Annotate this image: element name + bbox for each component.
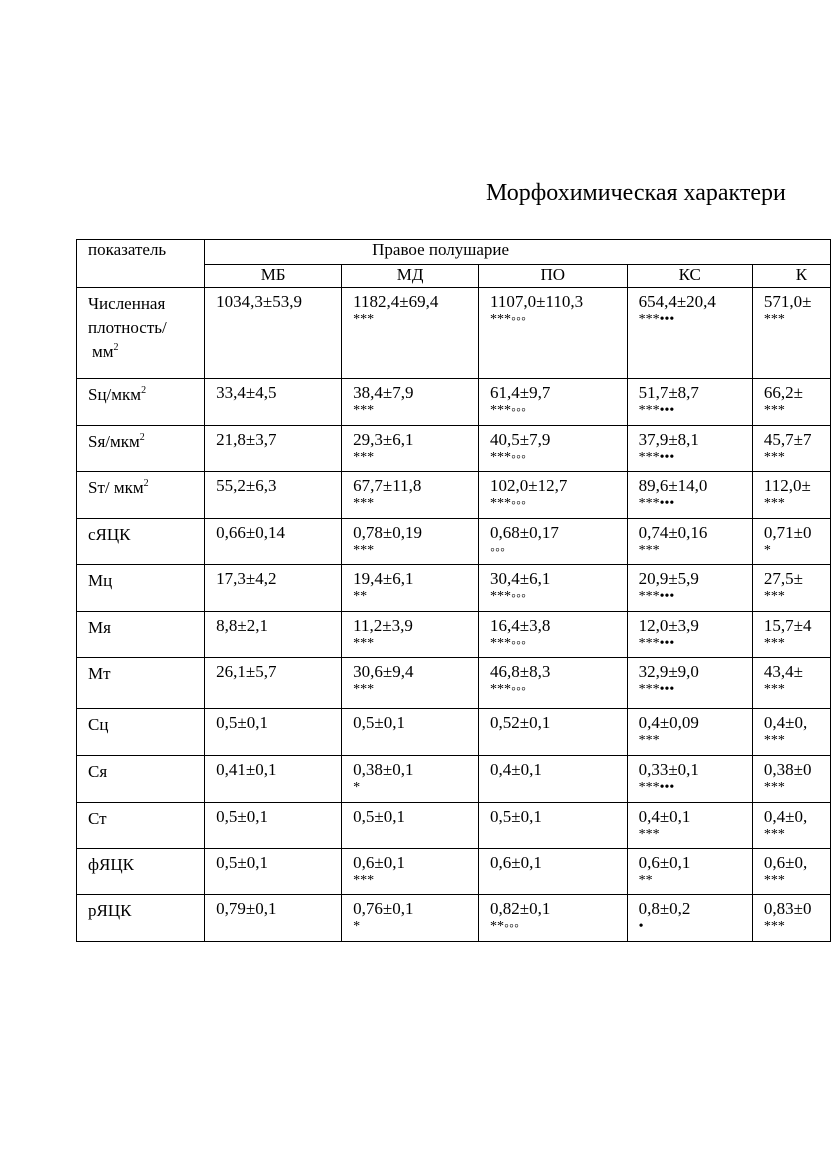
table-cell (752, 426, 830, 472)
table-row (77, 426, 831, 472)
table-cell (205, 756, 342, 803)
row-label-text (88, 472, 204, 500)
table-cell (752, 379, 830, 426)
cell-value: 12,0±3,9 (638, 616, 699, 635)
table-cell (205, 426, 342, 472)
row-label (77, 756, 205, 803)
cell-value: 15,7±4 (763, 616, 812, 635)
group-header (205, 240, 831, 265)
table-cell (479, 849, 628, 895)
row-label-main: Sя/мкм (88, 432, 140, 451)
table-row (77, 519, 831, 565)
cell-value: 38,4±7,9 (353, 383, 414, 402)
cell-value: 0,5±0,1 (216, 713, 268, 732)
cell-value: 0,4±0, (763, 807, 808, 826)
significance-mark: *** (353, 543, 375, 558)
significance-mark: ** (638, 873, 653, 888)
table-cell (479, 379, 628, 426)
cell-value: 30,6±9,4 (353, 662, 414, 681)
cell-value: 46,8±8,3 (490, 662, 551, 681)
significance-mark: ***••• (638, 682, 675, 697)
cell-value: 0,6±0,1 (353, 853, 405, 872)
significance-mark: *** (763, 682, 785, 697)
significance-mark: ***••• (638, 496, 675, 511)
column-header: КС (627, 265, 752, 288)
row-label-main: Мц (88, 571, 113, 590)
table-cell (479, 709, 628, 756)
table-cell (342, 658, 479, 709)
cell-value: 0,41±0,1 (216, 760, 277, 779)
cell-value: 0,4±0,1 (490, 760, 542, 779)
row-label (77, 895, 205, 942)
table-cell (752, 849, 830, 895)
table-row (77, 472, 831, 519)
column-header: МД (342, 265, 479, 288)
table-row (77, 565, 831, 612)
row-label-main: Мт (88, 664, 111, 683)
cell-value: 654,4±20,4 (638, 292, 716, 311)
significance-mark: *** (638, 733, 660, 748)
cell-value: 66,2± (763, 383, 803, 402)
table-cell (342, 288, 479, 379)
cell-value: 0,5±0,1 (216, 853, 268, 872)
table-cell (342, 756, 479, 803)
table-cell (479, 895, 628, 942)
row-label-main: Sц/мкм (88, 385, 142, 404)
table-cell (342, 426, 479, 472)
table-cell (752, 895, 830, 942)
cell-value: 0,6±0,1 (638, 853, 691, 872)
group-header-label: Правое полушарие (372, 240, 510, 259)
table-row (77, 803, 831, 849)
param-header-label: показатель (88, 240, 167, 259)
table-cell (752, 658, 830, 709)
significance-mark: ***◦◦◦ (490, 403, 526, 418)
row-label-text (88, 803, 204, 831)
cell-value: 20,9±5,9 (638, 569, 699, 588)
table-cell (205, 895, 342, 942)
cell-value: 0,71±0 (763, 523, 812, 542)
table-cell (627, 379, 752, 426)
cell-value: 1034,3±53,9 (216, 292, 302, 311)
significance-mark: *** (763, 780, 785, 795)
table-row (77, 709, 831, 756)
row-label-text (88, 379, 204, 407)
table-cell (752, 288, 830, 379)
row-label-main: Ся (88, 762, 108, 781)
significance-mark: *** (353, 403, 375, 418)
table-cell (627, 803, 752, 849)
table-cell (205, 849, 342, 895)
table-cell (627, 519, 752, 565)
row-label (77, 379, 205, 426)
cell-value: 61,4±9,7 (490, 383, 551, 402)
cell-value: 0,79±0,1 (216, 899, 277, 918)
significance-mark: • (638, 919, 644, 934)
significance-mark: *** (353, 682, 375, 697)
table-row (77, 288, 831, 379)
table-cell (752, 472, 830, 519)
table-cell (205, 519, 342, 565)
column-header: МБ (205, 265, 342, 288)
cell-value: 40,5±7,9 (490, 430, 551, 449)
cell-value: 27,5± (763, 569, 803, 588)
significance-mark: ***◦◦◦ (490, 682, 526, 697)
cell-value: 11,2±3,9 (353, 616, 413, 635)
table-cell (479, 426, 628, 472)
table-cell (627, 288, 752, 379)
row-label-sup: 2 (139, 432, 145, 443)
cell-value: 112,0± (763, 476, 811, 495)
cell-value: 0,74±0,16 (638, 523, 708, 542)
table-row (77, 612, 831, 658)
param-header (77, 240, 205, 288)
table-row (77, 849, 831, 895)
table-cell (752, 709, 830, 756)
cell-value: 0,4±0,1 (638, 807, 691, 826)
significance-mark: ** (353, 589, 368, 604)
cell-value: 0,52±0,1 (490, 713, 551, 732)
column-header: К (752, 265, 830, 288)
significance-mark: ***••• (638, 450, 675, 465)
table-cell (479, 472, 628, 519)
row-label-text (88, 849, 204, 877)
cell-value: 16,4±3,8 (490, 616, 551, 635)
table-cell (205, 565, 342, 612)
cell-value: 0,66±0,14 (216, 523, 285, 542)
row-label-text (88, 519, 204, 547)
row-label-text (88, 288, 204, 364)
significance-mark: ***••• (638, 312, 675, 327)
row-label (77, 288, 205, 379)
row-label-sup: 2 (143, 478, 149, 489)
row-label-main: Сц (88, 715, 109, 734)
significance-mark: *** (353, 312, 375, 327)
table-cell (205, 379, 342, 426)
cell-value: 0,68±0,17 (490, 523, 559, 542)
significance-mark: ***••• (638, 780, 675, 795)
significance-mark: ***◦◦◦ (490, 450, 526, 465)
row-label-text (88, 612, 204, 640)
table-cell (752, 519, 830, 565)
table-cell (205, 472, 342, 519)
table-cell (342, 803, 479, 849)
row-label-text (88, 658, 204, 686)
table-cell (342, 849, 479, 895)
significance-mark: *** (353, 873, 375, 888)
cell-value: 0,33±0,1 (638, 760, 699, 779)
table-cell (479, 803, 628, 849)
significance-mark: * (763, 543, 771, 558)
significance-mark: *** (638, 543, 660, 558)
significance-mark: *** (763, 312, 785, 327)
table-cell (627, 565, 752, 612)
table-cell (627, 472, 752, 519)
cell-value: 0,78±0,19 (353, 523, 422, 542)
cell-value: 1107,0±110,3 (490, 292, 584, 311)
cell-value: 30,4±6,1 (490, 569, 551, 588)
significance-mark: *** (763, 919, 785, 934)
significance-mark: *** (763, 873, 785, 888)
cell-value: 89,6±14,0 (638, 476, 708, 495)
cell-value: 29,3±6,1 (353, 430, 414, 449)
significance-mark: ***◦◦◦ (490, 636, 526, 651)
cell-value: 0,83±0 (763, 899, 812, 918)
row-label-main: Sт/ мкм (88, 478, 144, 497)
significance-mark: ***◦◦◦ (490, 589, 526, 604)
table-cell (752, 565, 830, 612)
cell-value: 8,8±2,1 (216, 616, 268, 635)
table-row (77, 379, 831, 426)
significance-mark: *** (763, 589, 785, 604)
row-label-text (88, 895, 204, 923)
document-title: Морфохимическая характери (486, 180, 786, 206)
table-cell (479, 288, 628, 379)
cell-value: 0,5±0,1 (490, 807, 542, 826)
table-cell (342, 519, 479, 565)
cell-value: 26,1±5,7 (216, 662, 277, 681)
table-cell (342, 895, 479, 942)
cell-value: 45,7±7 (763, 430, 812, 449)
significance-mark: *** (638, 827, 660, 842)
table-cell (205, 612, 342, 658)
significance-mark: * (353, 780, 361, 795)
cell-value: 0,4±0, (763, 713, 808, 732)
row-label (77, 565, 205, 612)
table-cell (205, 288, 342, 379)
table-cell (627, 709, 752, 756)
cell-value: 21,8±3,7 (216, 430, 277, 449)
cell-value: 51,7±8,7 (638, 383, 699, 402)
cell-value: 0,76±0,1 (353, 899, 414, 918)
cell-value: 67,7±11,8 (353, 476, 422, 495)
row-label-line: Численная (88, 294, 166, 313)
table-row (77, 756, 831, 803)
cell-value: 0,6±0, (763, 853, 808, 872)
table-cell (479, 565, 628, 612)
table-cell (752, 756, 830, 803)
significance-mark: *** (763, 496, 785, 511)
table-cell (342, 709, 479, 756)
row-label (77, 849, 205, 895)
table-cell (627, 658, 752, 709)
cell-value: 32,9±9,0 (638, 662, 699, 681)
table-cell (342, 379, 479, 426)
row-label-text (88, 565, 204, 593)
table-cell (752, 612, 830, 658)
table-row (77, 658, 831, 709)
table-cell (627, 612, 752, 658)
significance-mark: **◦◦◦ (490, 919, 519, 934)
table-cell (342, 472, 479, 519)
table-cell (342, 612, 479, 658)
cell-value: 0,4±0,09 (638, 713, 699, 732)
cell-value: 0,5±0,1 (216, 807, 268, 826)
row-label-main: рЯЦК (88, 901, 132, 920)
row-label (77, 472, 205, 519)
row-label-text (88, 426, 204, 454)
row-label-line: мм (92, 342, 114, 361)
cell-value: 0,82±0,1 (490, 899, 551, 918)
cell-value: 33,4±4,5 (216, 383, 277, 402)
table-cell (479, 658, 628, 709)
row-label-main: Ст (88, 809, 107, 828)
cell-value: 55,2±6,3 (216, 476, 277, 495)
cell-value: 37,9±8,1 (638, 430, 699, 449)
cell-value: 0,5±0,1 (353, 807, 405, 826)
significance-mark: *** (353, 496, 375, 511)
row-label (77, 519, 205, 565)
table-cell (627, 426, 752, 472)
morphochemical-table (76, 239, 831, 942)
significance-mark: ***••• (638, 403, 675, 418)
significance-mark: ***◦◦◦ (490, 312, 526, 327)
row-label-main: фЯЦК (88, 855, 134, 874)
cell-value: 0,5±0,1 (353, 713, 405, 732)
cell-value: 571,0± (763, 292, 812, 311)
row-label-sup: 2 (113, 342, 119, 353)
significance-mark: *** (763, 827, 785, 842)
table-cell (479, 612, 628, 658)
significance-mark: *** (353, 636, 375, 651)
row-label-text (88, 756, 204, 784)
row-label (77, 658, 205, 709)
significance-mark: ***◦◦◦ (490, 496, 526, 511)
row-label (77, 426, 205, 472)
cell-value: 17,3±4,2 (216, 569, 277, 588)
row-label (77, 612, 205, 658)
row-label-text (88, 709, 204, 737)
row-label-main: сЯЦК (88, 525, 131, 544)
cell-value: 0,38±0,1 (353, 760, 414, 779)
cell-value: 43,4± (763, 662, 803, 681)
table-cell (205, 658, 342, 709)
cell-value: 102,0±12,7 (490, 476, 568, 495)
table-cell (627, 756, 752, 803)
table-row (77, 895, 831, 942)
cell-value: 0,6±0,1 (490, 853, 542, 872)
significance-mark: *** (763, 403, 785, 418)
cell-value: 0,8±0,2 (638, 899, 691, 918)
row-label-line: плотность/ (88, 318, 167, 337)
row-label-main: Мя (88, 618, 111, 637)
significance-mark: * (353, 919, 361, 934)
cell-value: 0,38±0 (763, 760, 812, 779)
significance-mark: *** (763, 450, 785, 465)
significance-mark: ◦◦◦ (490, 543, 505, 558)
significance-mark: *** (763, 636, 785, 651)
significance-mark: ***••• (638, 636, 675, 651)
cell-value: 19,4±6,1 (353, 569, 414, 588)
column-header: ПО (479, 265, 628, 288)
table-cell (627, 895, 752, 942)
significance-mark: ***••• (638, 589, 675, 604)
table-cell (205, 803, 342, 849)
cell-value: 1182,4±69,4 (353, 292, 439, 311)
row-label-sup: 2 (141, 385, 147, 396)
table-cell (752, 803, 830, 849)
significance-mark: *** (763, 733, 785, 748)
table-cell (627, 849, 752, 895)
row-label (77, 803, 205, 849)
table-cell (342, 565, 479, 612)
row-label (77, 709, 205, 756)
table-cell (479, 756, 628, 803)
table-cell (205, 709, 342, 756)
significance-mark: *** (353, 450, 375, 465)
table-cell (479, 519, 628, 565)
